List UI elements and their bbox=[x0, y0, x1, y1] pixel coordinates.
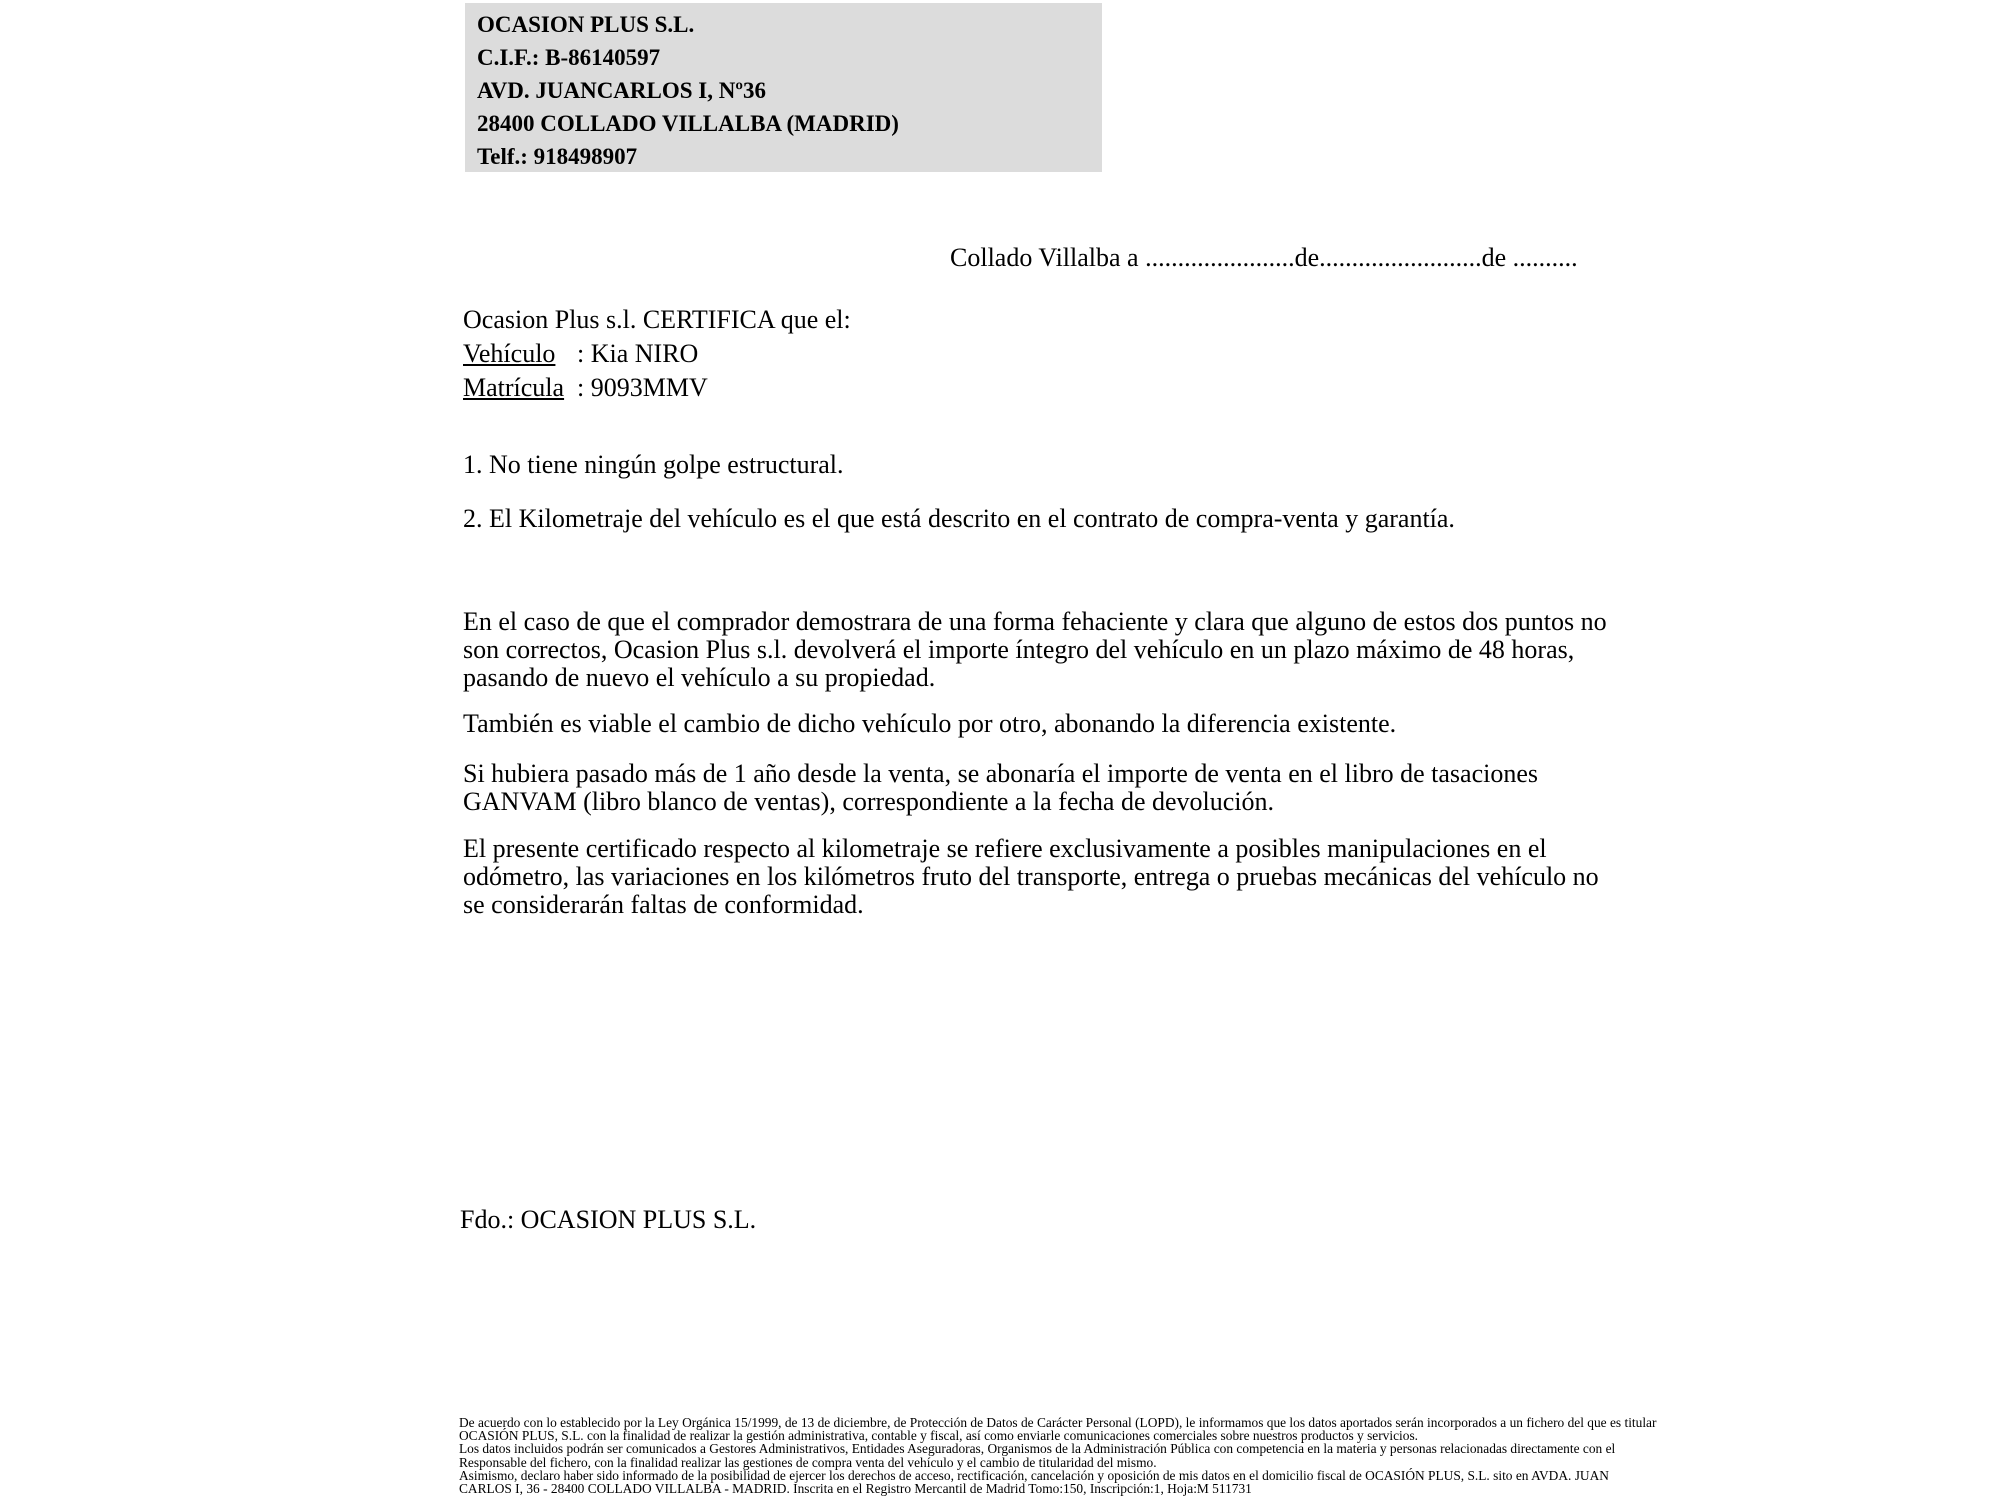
paragraph-exchange bbox=[463, 710, 1396, 738]
company-cif: C.I.F.: B-86140597 bbox=[477, 45, 661, 70]
paragraph-line: Si hubiera pasado más de 1 año desde la venta, se abonaría el importe de venta en el libro de tasaciones bbox=[463, 759, 1539, 788]
statement-2: 2. El Kilometraje del vehículo es el que está descrito en el contrato de compra-venta y garantía. bbox=[463, 504, 1455, 533]
paragraph-line: son correctos, Ocasion Plus s.l. devolverá el importe íntegro del vehículo en un plazo máximo de 48 horas, bbox=[463, 635, 1575, 664]
paragraph-ganvam bbox=[463, 760, 1538, 816]
plate-value: : 9093MMV bbox=[577, 373, 708, 402]
legal-footer bbox=[459, 1416, 1656, 1495]
paragraph-line: odómetro, las variaciones en los kilómetros fruto del transporte, entrega o pruebas mecánicas del vehículo no bbox=[463, 862, 1599, 891]
certification-block bbox=[463, 303, 851, 405]
company-address: AVD. JUANCARLOS I, Nº36 bbox=[477, 78, 766, 103]
legal-footer-line: De acuerdo con lo establecido por la Ley Orgánica 15/1999, de 13 de diciembre, de Protección de Datos de Carácter Personal (LOPD), le informamos que los datos aportados serán incorporados a un fichero del que es titular bbox=[459, 1415, 1657, 1430]
paragraph-line: El presente certificado respecto al kilometraje se refiere exclusivamente a posibles manipulaciones en el bbox=[463, 834, 1547, 863]
plate-label: Matrícula bbox=[463, 373, 565, 402]
certification-intro: Ocasion Plus s.l. CERTIFICA que el: bbox=[463, 305, 851, 334]
legal-footer-line: Responsable del fichero, con la finalidad realizar las gestiones de compra venta del vehículo y el cambio de titularidad del mismo. bbox=[459, 1454, 1157, 1470]
paragraph-line: En el caso de que el comprador demostrara de una forma fehaciente y clara que alguno de estos dos puntos no bbox=[463, 607, 1607, 636]
legal-footer-line: Los datos incluidos podrán ser comunicados a Gestores Administrativos, Entidades Aseguradoras, Organismos de la Administración Pública con competencia en la materia y personas relacionadas directamente con el bbox=[459, 1441, 1616, 1457]
signature-line: Fdo.: OCASION PLUS S.L. bbox=[460, 1205, 757, 1234]
paragraph-line: pasando de nuevo el vehículo a su propiedad. bbox=[463, 663, 936, 692]
vehicle-line bbox=[463, 337, 851, 371]
legal-footer-line: Asimismo, declaro haber sido informado de la posibilidad de ejercer los derechos de acceso, rectificación, cancelación y oposición de mis datos en el domicilio fiscal de OCASIÓN PLUS, S.L. sito en AVDA. JUAN bbox=[459, 1467, 1609, 1483]
paragraph-line: se considerarán faltas de conformidad. bbox=[463, 890, 864, 919]
statement-1: 1. No tiene ningún golpe estructural. bbox=[463, 450, 844, 479]
company-phone: Telf.: 918498907 bbox=[477, 144, 638, 169]
legal-footer-line: CARLOS I, 36 - 28400 COLLADO VILLALBA - MADRID. Inscrita en el Registro Mercantil de Madrid Tomo:150, Inscripción:1, Hoja:M 511731 bbox=[459, 1481, 1252, 1497]
legal-footer-line: OCASIÓN PLUS, S.L. con la finalidad de realizar la gestión administrativa, contable y fiscal, así como enviarle comunicaciones comerciales sobre nuestros productos y servicios. bbox=[459, 1428, 1419, 1444]
paragraph-line: GANVAM (libro blanco de ventas), correspondiente a la fecha de devolución. bbox=[463, 787, 1275, 816]
plate-line bbox=[463, 371, 851, 405]
paragraph-odometer bbox=[463, 835, 1599, 919]
vehicle-label: Vehículo bbox=[463, 339, 556, 368]
paragraph-line: También es viable el cambio de dicho vehículo por otro, abonando la diferencia existente. bbox=[463, 709, 1397, 738]
date-line: Collado Villalba a .......................de.........................de .......... bbox=[950, 243, 1578, 272]
vehicle-value: : Kia NIRO bbox=[577, 339, 699, 368]
company-city: 28400 COLLADO VILLALBA (MADRID) bbox=[477, 111, 899, 136]
paragraph-refund bbox=[463, 608, 1607, 692]
letterhead-box bbox=[465, 3, 1102, 172]
company-name: OCASION PLUS S.L. bbox=[477, 12, 695, 37]
